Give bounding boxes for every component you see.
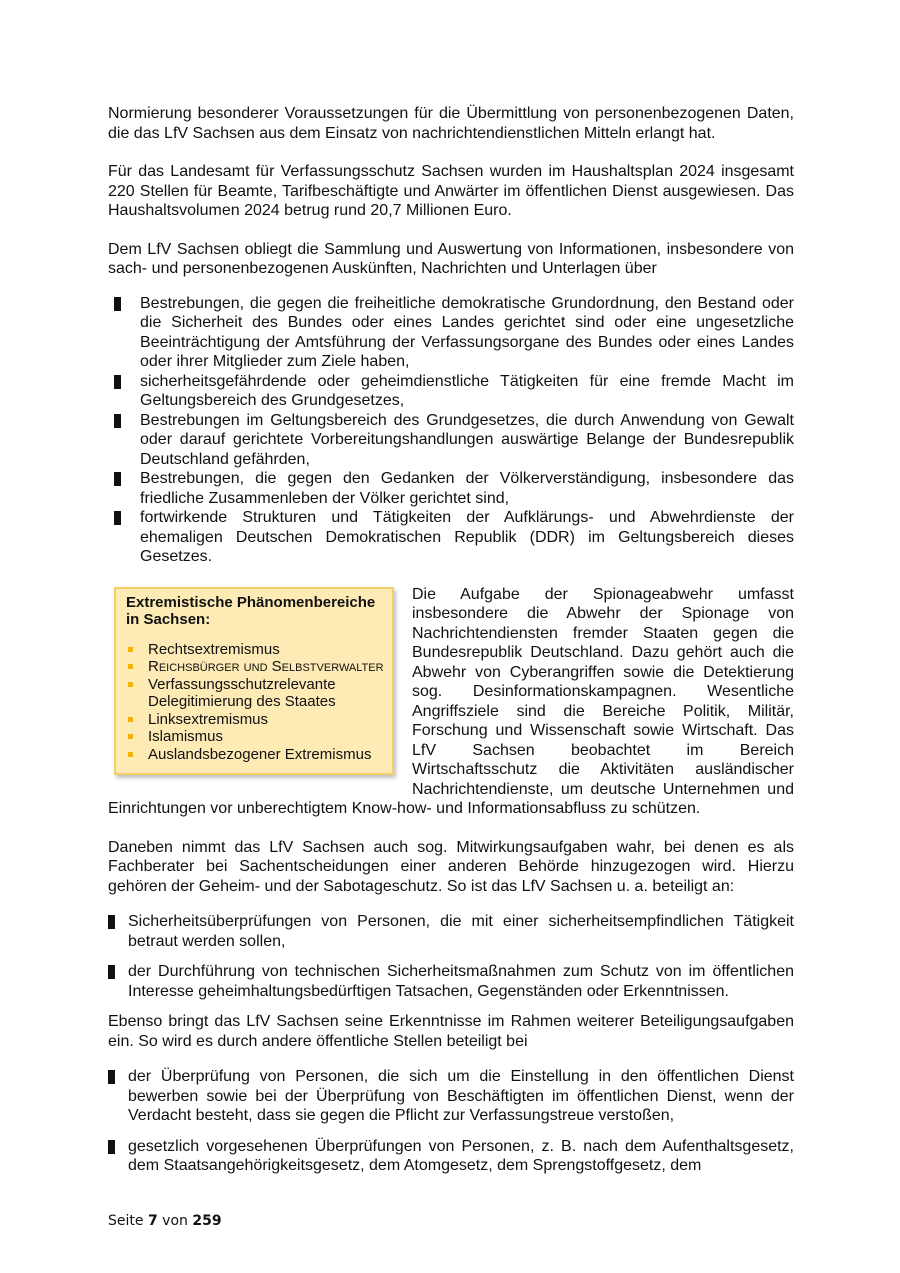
square-bullet-icon: [128, 734, 133, 739]
bullet-icon: [114, 375, 121, 389]
page-number: 7: [147, 1213, 158, 1229]
bullet-icon: [114, 414, 121, 428]
task-list: [108, 294, 794, 567]
bullet-icon: [108, 1140, 115, 1154]
paragraph: Für das Landesamt für Verfassungsschutz Sachsen wurden im Haushaltsplan 2024 insgesamt 220 Stellen für Beamte, Tarifbeschäftigte und Anwärter im öffentlichen Dienst ausgewiesen. Das Haushaltsvolumen 2024 betrug rund 20,7 Millionen Euro.: [108, 163, 794, 219]
bullet-icon: [114, 472, 121, 486]
list-item: Sicherheitsüberprüfungen von Personen, die mit einer sicherheitsempfindlichen Tätigkeit betraut werden sollen,: [108, 912, 794, 951]
footer-prefix: Seite: [108, 1213, 144, 1229]
infobox-section: [108, 585, 794, 819]
square-bullet-icon: [128, 682, 133, 687]
list-item: fortwirkende Strukturen und Tätigkeiten der Aufklärungs- und Abwehrdienste der ehemaligen Deutschen Demokratischen Republik (DDR) im Geltungsbereich dieses Gesetzes.: [108, 508, 794, 567]
page-total: 259: [192, 1213, 222, 1229]
bullet-icon: [108, 915, 115, 929]
paragraph: Normierung besonderer Voraussetzungen für die Übermittlung von personenbezogenen Daten, die das LfV Sachsen aus dem Einsatz von nachrichtendienstlichen Mitteln erlangt hat.: [108, 105, 794, 142]
bullet-icon: [108, 1070, 115, 1084]
extremism-infobox: [114, 587, 394, 776]
participation-list: [108, 1067, 794, 1176]
list-item: gesetzlich vorgesehenen Überprüfungen von Personen, z. B. nach dem Aufenthaltsgesetz, dem Staatsangehörigkeitsgesetz, dem Atomgesetz, dem Sprengstoffgesetz, dem: [108, 1137, 794, 1176]
bullet-icon: [114, 297, 121, 311]
infobox-item: Auslandsbezogener Extremismus: [126, 746, 384, 764]
list-item: sicherheitsgefährdende oder geheimdienstliche Tätigkeiten für eine fremde Macht im Geltungsbereich des Grundgesetzes,: [108, 372, 794, 411]
page-footer: [108, 1213, 222, 1229]
paragraph: Ebenso bringt das LfV Sachsen seine Erkenntnisse im Rahmen weiterer Beteiligungsaufgaben ein. So wird es durch andere öffentliche Stellen beteiligt bei: [108, 1013, 794, 1050]
list-item: Bestrebungen, die gegen den Gedanken der Völkerverständigung, insbesondere das friedliche Zusammenleben der Völker gerichtet sind,: [108, 469, 794, 508]
list-item: der Überprüfung von Personen, die sich um die Einstellung in den öffentlichen Dienst bewerben sowie bei der Überprüfung von Beschäftigten im öffentlichen Dienst, wenn der Verdacht besteht, dass sie gegen die Pflicht zur Verfassungstreue verstoßen,: [108, 1067, 794, 1126]
infobox-item: Reichsbürger und Selbstverwalter: [126, 658, 384, 676]
square-bullet-icon: [128, 752, 133, 757]
bullet-icon: [108, 965, 115, 979]
paragraph: Dem LfV Sachsen obliegt die Sammlung und Auswertung von Informationen, insbesondere von sach- und personenbezogenen Auskünften, Nachrichten und Unterlagen über: [108, 240, 794, 277]
paragraph: Daneben nimmt das LfV Sachsen auch sog. Mitwirkungsaufgaben wahr, bei denen es als Fachberater bei Sachentscheidungen einer anderen Behörde hinzugezogen wird. Hierzu gehören der Geheim- und der Sabotageschutz. So ist das LfV Sachsen u. a. beteiligt an:: [108, 838, 794, 895]
page-content: [108, 104, 794, 1187]
footer-of: von: [162, 1213, 188, 1229]
infobox-item: Linksextremismus: [126, 711, 384, 729]
cooperation-list: [108, 912, 794, 1001]
list-item: Bestrebungen, die gegen die freiheitliche demokratische Grundordnung, den Bestand oder die Sicherheit des Bundes oder eines Landes gerichtet sind oder eine ungesetzliche Beeinträchtigung der Amtsführung der Verfassungsorgane des Bundes oder eines Landes oder ihrer Mitglieder zum Ziele haben,: [108, 294, 794, 372]
infobox-title: Extremistische Phänomenbereiche in Sachsen:: [126, 593, 376, 628]
infobox-item: Verfassungsschutzrelevante Delegitimierung des Staates: [126, 676, 384, 711]
list-item: Bestrebungen im Geltungsbereich des Grundgesetzes, die durch Anwendung von Gewalt oder darauf gerichtete Vorbereitungshandlungen auswärtige Belange der Bundesrepublik Deutschland gefährden,: [108, 411, 794, 470]
infobox-list: [126, 641, 384, 764]
paragraph: Die Aufgabe der Spionageabwehr umfasst insbesondere die Abwehr der Spionage von Nachrichtendiensten fremder Staaten gegen die Bundesrepublik Deutschland. Dazu gehört auch die Abwehr von Cyberangriffen sowie die Detektierung sog. Desinformationskampagnen. Wesentliche Angriffsziele sind die Bereiche Politik, Militär, Forschung und Wissenschaft sowie Wirtschaft. Das LfV Sachsen beobachtet im Bereich Wirtschaftsschutz die Aktivitäten ausländischer Nachrichtendienste, um deutsche Unternehmen und Einrichtungen vor unberechtigtem Know-how- und Informationsabfluss zu schützen.: [108, 585, 794, 817]
square-bullet-icon: [128, 647, 133, 652]
square-bullet-icon: [128, 664, 133, 669]
bullet-icon: [114, 511, 121, 525]
square-bullet-icon: [128, 717, 133, 722]
list-item: der Durchführung von technischen Sicherheitsmaßnahmen zum Schutz von im öffentlichen Interesse geheimhaltungsbedürftigen Tatsachen, Gegenständen oder Erkenntnissen.: [108, 962, 794, 1001]
infobox-item: Islamismus: [126, 728, 384, 746]
infobox-item: Rechtsextremismus: [126, 641, 384, 659]
